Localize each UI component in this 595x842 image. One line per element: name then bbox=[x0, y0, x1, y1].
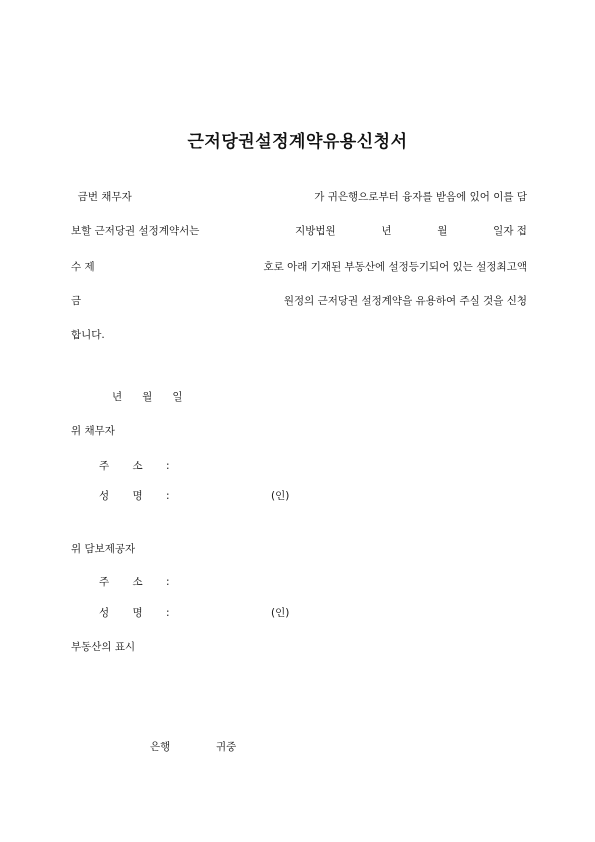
guarantor-name-label: 성 명 : bbox=[99, 607, 180, 619]
honorific: 귀중 bbox=[216, 741, 237, 753]
guarantor-address-label: 주 소 : bbox=[99, 576, 180, 588]
body-text: 금 bbox=[71, 295, 82, 307]
debtor-heading: 위 채무자 bbox=[71, 425, 115, 437]
debtor-seal-mark: (인) bbox=[271, 490, 290, 502]
body-closing: 합니다. bbox=[71, 329, 105, 341]
bank-label: 은행 bbox=[150, 741, 171, 753]
body-text: 가 귀은행으로부터 융자를 받음에 있어 이를 담 bbox=[314, 191, 527, 203]
guarantor-heading: 위 담보제공자 bbox=[71, 543, 136, 555]
property-heading: 부동산의 표시 bbox=[71, 641, 136, 653]
body-text: 월 bbox=[437, 225, 448, 237]
debtor-address-label: 주 소 : bbox=[99, 460, 180, 472]
body-line-3 bbox=[71, 259, 527, 274]
body-text: 지방법원 bbox=[295, 225, 336, 237]
debtor-name-label: 성 명 : bbox=[99, 490, 180, 502]
body-line-1 bbox=[71, 189, 527, 204]
body-text: 일자 접 bbox=[493, 225, 527, 237]
body-line-2 bbox=[71, 223, 527, 238]
document-title: 근저당권설정계약유용신청서 bbox=[187, 132, 408, 152]
body-text: 년 bbox=[381, 225, 392, 237]
date-line: 년 월 일 bbox=[112, 391, 183, 403]
body-text: 호로 아래 기재된 부동산에 설정등기되어 있는 설정최고액 bbox=[263, 261, 527, 273]
body-text: 금번 채무자 bbox=[71, 191, 132, 203]
body-text: 원정의 근저당권 설정계약을 유용하여 주실 것을 신청 bbox=[283, 295, 527, 307]
body-line-4 bbox=[71, 293, 527, 308]
guarantor-seal-mark: (인) bbox=[271, 607, 290, 619]
body-text: 보할 근저당권 설정계약서는 bbox=[71, 225, 200, 237]
body-text: 수 제 bbox=[71, 261, 95, 273]
